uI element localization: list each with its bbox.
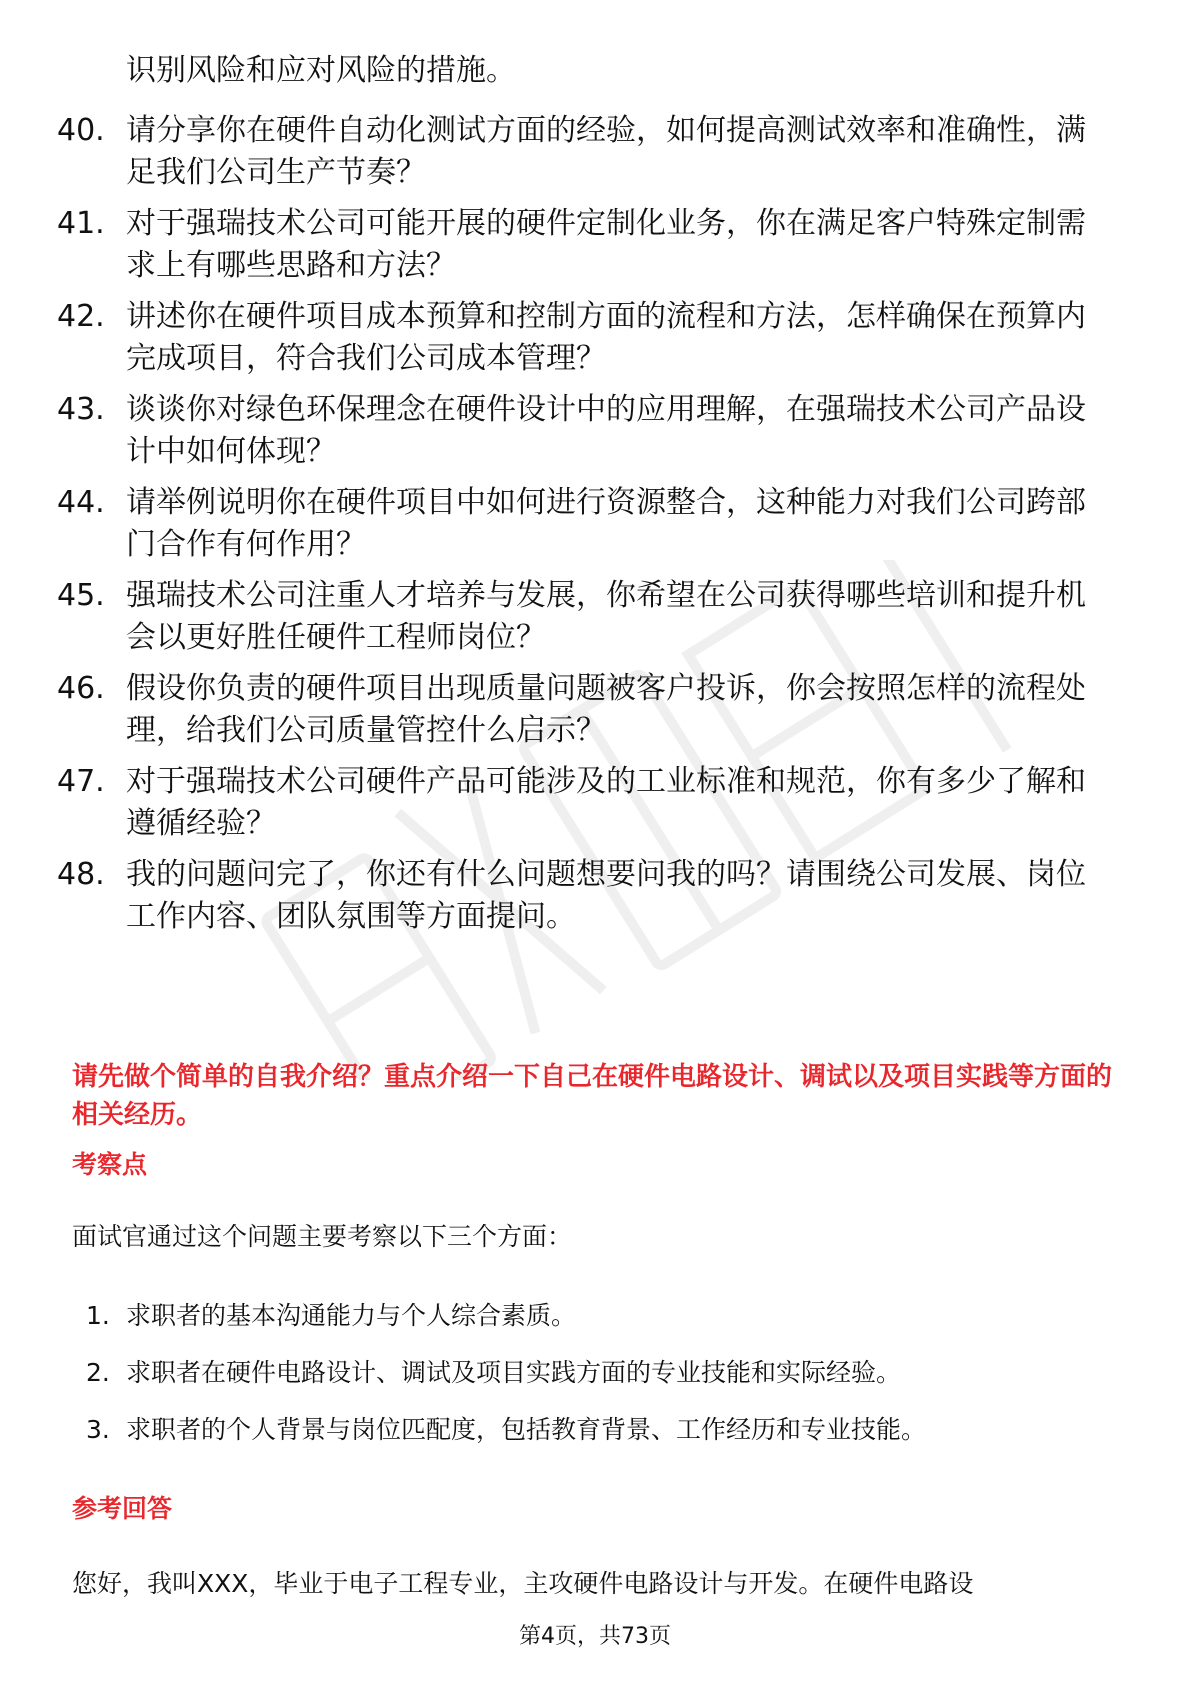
question-text: 谈谈你对绿色环保理念在硬件设计中的应用理解，在强瑞技术公司产品设计中如何体现？ bbox=[126, 392, 1086, 469]
question-text: 我的问题问完了，你还有什么问题想要问我的吗？请围绕公司发展、岗位工作内容、团队氛围等方面提问。 bbox=[126, 857, 1086, 934]
question-number: 43. bbox=[57, 392, 105, 427]
reference-answer: 您好，我叫XXX，毕业于电子工程专业，主攻硬件电路设计与开发。在硬件电路设 bbox=[72, 1569, 974, 1598]
point-text: 求职者的个人背景与岗位匹配度，包括教育背景、工作经历和专业技能。 bbox=[126, 1415, 927, 1444]
question-number: 48. bbox=[57, 857, 105, 892]
question-number: 42. bbox=[57, 299, 105, 334]
assessment-intro: 面试官通过这个问题主要考察以下三个方面： bbox=[72, 1222, 573, 1251]
question-text: 请分享你在硬件自动化测试方面的经验，如何提高测试效率和准确性，满足我们公司生产节奏？ bbox=[126, 113, 1086, 190]
question-number: 45. bbox=[57, 578, 105, 613]
question-number: 41. bbox=[57, 206, 105, 241]
question-continuation: 识别风险和应对风险的措施。 bbox=[126, 53, 516, 88]
question-text: 强瑞技术公司注重人才培养与发展，你希望在公司获得哪些培训和提升机会以更好胜任硬件工程师岗位？ bbox=[126, 578, 1086, 655]
page-footer: 第4页，共73页 bbox=[519, 1624, 671, 1649]
point-text: 求职者在硬件电路设计、调试及项目实践方面的专业技能和实际经验。 bbox=[126, 1358, 902, 1387]
point-text: 求职者的基本沟通能力与个人综合素质。 bbox=[126, 1301, 577, 1330]
highlight-question: 请先做个简单的自我介绍？重点介绍一下自己在硬件电路设计、调试以及项目实践等方面的相关经历。 bbox=[72, 1062, 1113, 1130]
question-number: 44. bbox=[57, 485, 105, 520]
question-text: 对于强瑞技术公司硬件产品可能涉及的工业标准和规范，你有多少了解和遵循经验？ bbox=[126, 764, 1086, 841]
question-text: 对于强瑞技术公司可能开展的硬件定制化业务，你在满足客户特殊定制需求上有哪些思路和方法？ bbox=[126, 206, 1086, 283]
reference-heading: 参考回答 bbox=[72, 1494, 173, 1523]
question-text: 讲述你在硬件项目成本预算和控制方面的流程和方法，怎样确保在预算内完成项目，符合我们公司成本管理？ bbox=[126, 299, 1086, 376]
point-number: 2. bbox=[86, 1358, 110, 1387]
question-number: 46. bbox=[57, 671, 105, 706]
point-number: 3. bbox=[86, 1415, 110, 1444]
question-number: 40. bbox=[57, 113, 105, 148]
assessment-heading: 考察点 bbox=[72, 1150, 148, 1179]
point-number: 1. bbox=[86, 1301, 110, 1330]
question-number: 47. bbox=[57, 764, 105, 799]
question-text: 假设你负责的硬件项目出现质量问题被客户投诉，你会按照怎样的流程处理，给我们公司质量管控什么启示？ bbox=[126, 671, 1086, 748]
question-text: 请举例说明你在硬件项目中如何进行资源整合，这种能力对我们公司跨部门合作有何作用？ bbox=[126, 485, 1086, 562]
